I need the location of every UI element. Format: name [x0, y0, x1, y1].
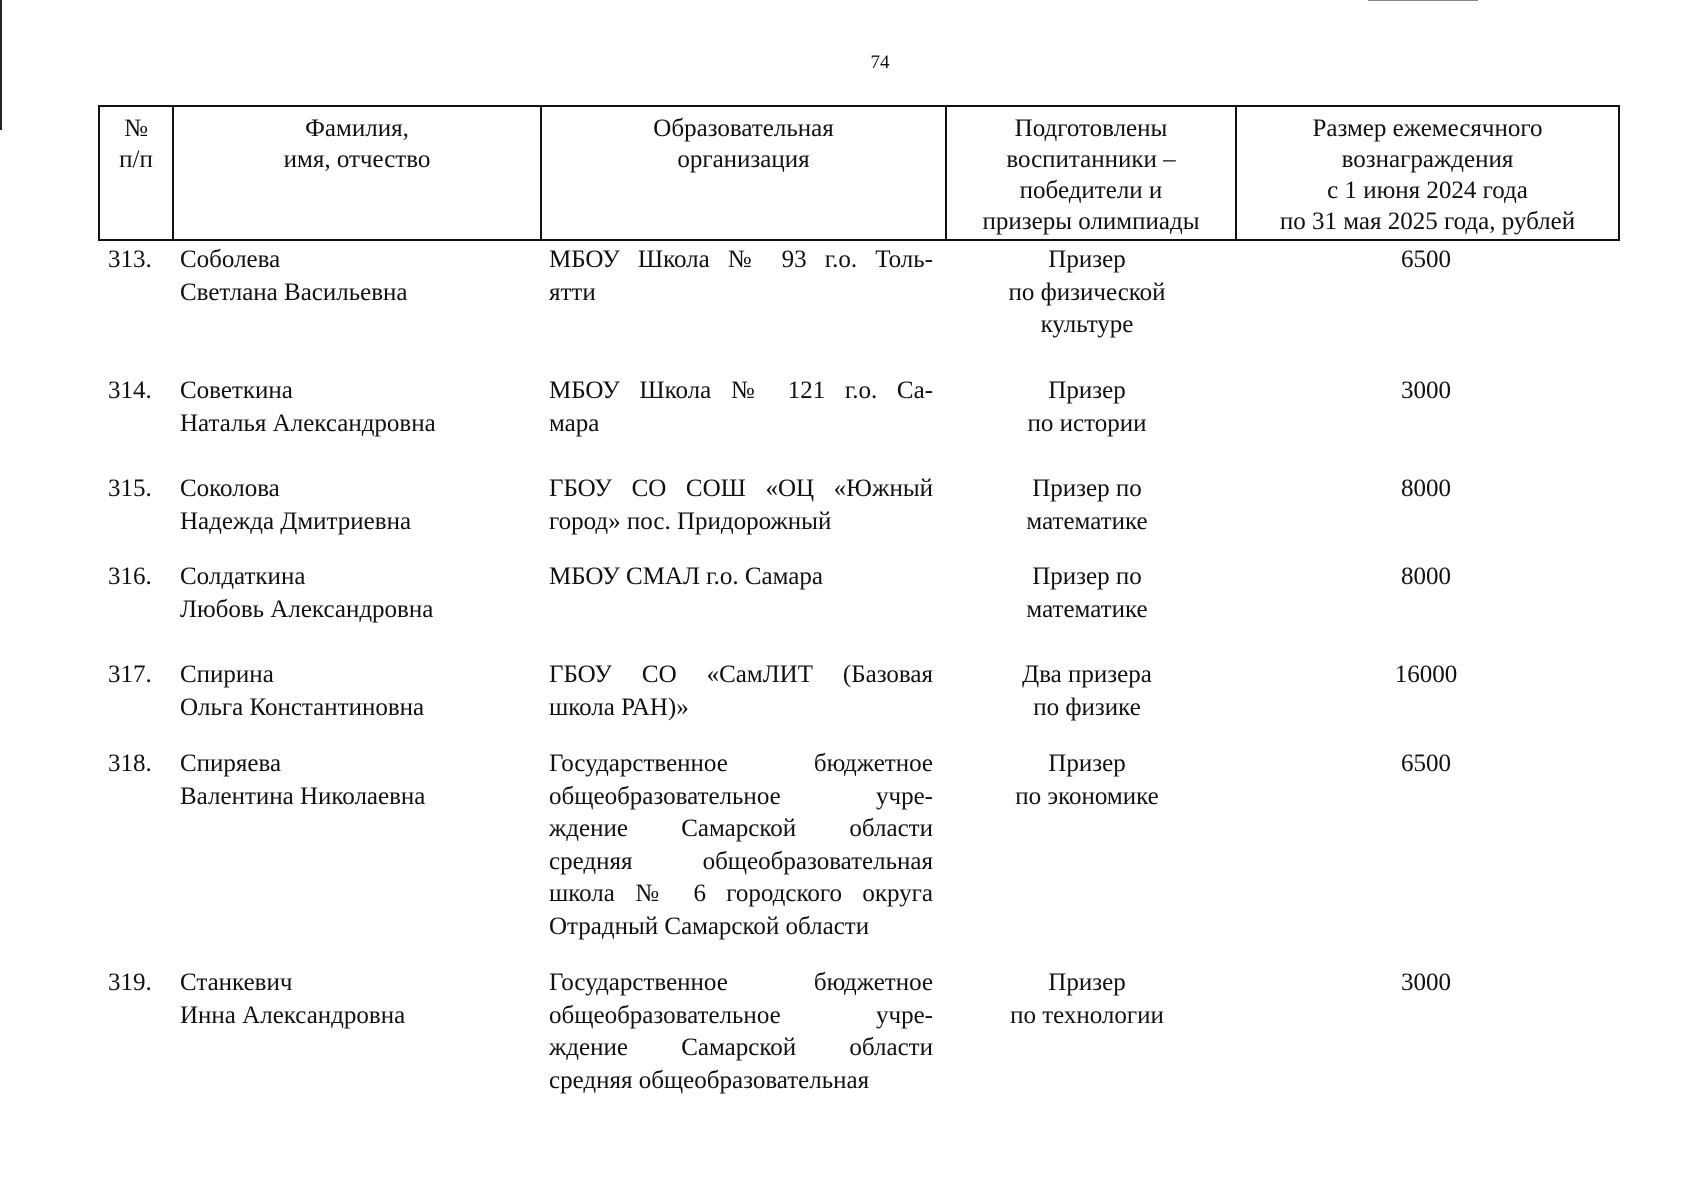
row-number: 318. [108, 750, 152, 777]
person-name [180, 473, 540, 538]
organization [549, 375, 933, 440]
table-header [98, 105, 1620, 241]
cell-text-line: Инна Александровна [180, 1001, 406, 1029]
cell-text-line: Наталья Александровна [180, 409, 436, 437]
award-amount: 8000 [1401, 563, 1451, 590]
header-text: имя, отчество [283, 146, 431, 173]
organization [549, 659, 933, 724]
row-number: 313. [108, 246, 152, 273]
cell-text-line: школа № 6 городского округа [549, 880, 933, 907]
cell-text-line: математике [1026, 595, 1148, 623]
header-text: Размер ежемесячного [1312, 115, 1543, 142]
person-name [180, 659, 540, 724]
award-amount: 3000 [1401, 377, 1451, 404]
cell-text-line: Отрадный Самарской области [549, 912, 870, 940]
person-name [180, 748, 540, 813]
cell-text-line: МБОУ Школа № 93 г.о. Толь- [549, 246, 933, 273]
cell-text-line: Светлана Васильевна [180, 278, 408, 306]
row-number: 315. [108, 475, 152, 502]
cell-text-line: Призер по [1032, 563, 1142, 590]
cell-text-line: Валентина Николаевна [180, 782, 426, 810]
prizewinner-info [949, 561, 1225, 626]
cell-text-line: Спирина [180, 661, 274, 688]
cell-text-line: математике [1026, 507, 1148, 535]
cell-text-line: по технологии [1010, 1001, 1164, 1029]
header-col-number [100, 107, 172, 239]
cell-text-line: ГБОУ СО «СамЛИТ (Базовая [549, 661, 933, 688]
header-col-award-amount [1235, 107, 1618, 239]
cell-text-line: средняя общеобразовательная [549, 847, 933, 875]
cell-text-line: Призер [1048, 246, 1126, 273]
cell-text-line: по физике [1033, 693, 1141, 721]
cell-text-line: Ольга Константиновна [180, 693, 425, 721]
row-number: 317. [108, 661, 152, 688]
header-text: Подготовлены [1014, 115, 1168, 142]
cell-text-line: Надежда Дмитриевна [180, 507, 412, 535]
prizewinner-info [949, 967, 1225, 1032]
cell-text-line: ятти [549, 278, 596, 306]
header-text: Фамилия, [305, 115, 409, 142]
award-amount: 3000 [1401, 969, 1451, 996]
cell-text-line: Любовь Александровна [180, 595, 434, 623]
header-text: с 1 июня 2024 года [1327, 177, 1528, 204]
cell-text-line: Соболева [180, 246, 281, 273]
organization [549, 244, 933, 309]
prizewinner-info [949, 748, 1225, 813]
cell-text-line: Солдаткина [180, 563, 306, 590]
organization [549, 748, 933, 943]
cell-text-line: Советкина [180, 377, 293, 404]
cell-text-line: общеобразовательное учре- [549, 1001, 933, 1029]
organization [549, 473, 933, 538]
prizewinner-info [949, 244, 1225, 342]
prizewinner-info [949, 659, 1225, 724]
cell-text-line: мара [549, 409, 600, 437]
header-text: организация [677, 146, 810, 173]
cell-text-line: по экономике [1015, 782, 1159, 810]
cell-text-line: общеобразовательное учре- [549, 782, 933, 810]
cell-text-line: Станкевич [180, 969, 293, 996]
header-col-organization [540, 107, 945, 239]
cell-text-line: МБОУ СМАЛ г.о. Самара [549, 563, 823, 590]
cell-text-line: Государственное бюджетное [549, 750, 933, 777]
cell-text-line: ГБОУ СО СОШ «ОЦ «Южный [549, 475, 933, 502]
cell-text-line: по истории [1027, 409, 1147, 437]
header-text: призеры олимпиады [982, 208, 1200, 235]
header-text: по 31 мая 2025 года, рублей [1279, 208, 1576, 235]
header-col-prizewinners [945, 107, 1235, 239]
award-amount: 6500 [1401, 246, 1451, 273]
cell-text-line: город» пос. Придорожный [549, 507, 832, 535]
person-name [180, 244, 540, 309]
cell-text-line: средняя общеобразовательная [549, 1066, 870, 1094]
header-text: Образовательная [653, 115, 834, 142]
header-text: победители и [1019, 177, 1163, 204]
header-text: вознаграждения [1341, 146, 1514, 173]
cell-text-line: по физической [1008, 278, 1166, 306]
organization [549, 561, 933, 594]
prizewinner-info [949, 375, 1225, 440]
cell-text-line: Призер по [1032, 475, 1142, 502]
cell-text-line: школа РАН)» [549, 693, 689, 721]
award-amount: 6500 [1401, 750, 1451, 777]
row-number: 319. [108, 969, 152, 996]
cell-text-line: Государственное бюджетное [549, 969, 933, 996]
award-amount: 8000 [1401, 475, 1451, 502]
page-number: 74 [870, 52, 890, 73]
header-text: воспитанники – [1006, 146, 1176, 173]
cell-text-line: Спиряева [180, 750, 282, 777]
cell-text-line: МБОУ Школа № 121 г.о. Са- [549, 377, 933, 404]
person-name [180, 375, 540, 440]
organization [549, 967, 933, 1097]
award-amount: 16000 [1394, 661, 1458, 688]
cell-text-line: Призер [1048, 750, 1126, 777]
cell-text-line: Призер [1048, 377, 1126, 404]
person-name [180, 561, 540, 626]
header-text: № [124, 115, 148, 142]
prizewinner-info [949, 473, 1225, 538]
cell-text-line: Призер [1048, 969, 1126, 996]
header-text: п/п [119, 146, 153, 173]
person-name [180, 967, 540, 1032]
cell-text-line: ждение Самарской области [549, 1034, 933, 1061]
row-number: 314. [108, 377, 152, 404]
header-col-name [172, 107, 540, 239]
cell-text-line: ждение Самарской области [549, 815, 933, 842]
cell-text-line: культуре [1040, 311, 1134, 338]
cell-text-line: Соколова [180, 475, 280, 502]
row-number: 316. [108, 563, 152, 590]
scan-edge-mark [1368, 0, 1478, 1]
cell-text-line: Два призера [1022, 661, 1152, 688]
